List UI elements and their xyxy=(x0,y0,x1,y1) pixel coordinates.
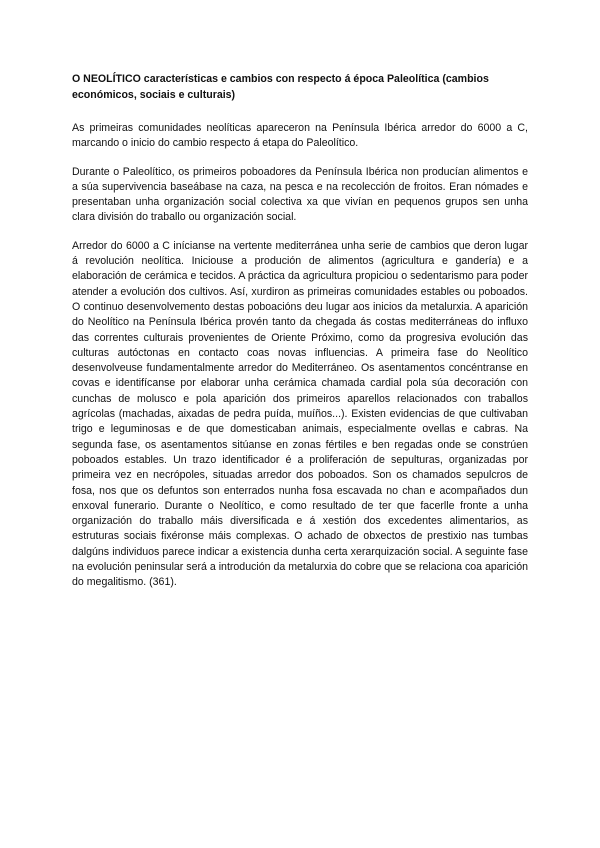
paragraph-paleolithic: Durante o Paleolítico, os primeiros poboadores da Península Ibérica non producían alimentos e a súa supervivencia baseábase na caza, na pesca e na recolección de froitos. Eran nómades e presentaban unha organización social colectiva xa que vivían en pequenos grupos sen unha clara división do traballo ou organización social. xyxy=(72,165,528,224)
paragraph-intro: As primeiras comunidades neolíticas apareceron na Península Ibérica arredor do 6000 a C, marcando o inicio do cambio respecto á etapa do Paleolítico. xyxy=(72,122,528,150)
document-title: O NEOLÍTICO características e cambios con respecto á época Paleolítica (cambios económicos, sociais e culturais) xyxy=(72,73,489,101)
paragraph-neolithic: Arredor do 6000 a C inícianse na vertente mediterránea unha serie de cambios que deron lugar á revolución neolítica. Iniciouse a produción de alimentos (agricultura e gandería) e a elaboración de cerámica e tecidos. A práctica da agricultura propiciou o sedentarismo para poder atender a evolución dos cultivos. Así, xurdiron as primeiras comunidades estables ou poboados. O continuo desenvolvemento destas poboacións deu lugar aos inicios da metalurxia. A aparición do Neolítico na Península Ibérica provén tanto da chegada ás costas mediterráneas do influxo das correntes culturais provenientes de Oriente Próximo, como da progresiva evolución das culturas autóctonas en contacto coas novas influencias. A primeira fase do Neolítico desenvolveuse fundamentalmente arredor do Mediterráneo. Os asentamentos concéntranse en covas e identifícanse por elaborar unha cerámica chamada cardial pola súa decoración con cunchas de molusco e pola aparición dos primeiros aparellos relacionados con traballos agrícolas (machadas, aixadas de pedra puída, muíños...). Existen evidencias de que cultivaban trigo e leguminosas e de que domesticaban animais, especialmente ovellas e cabras. Na segunda fase, os asentamentos sitúanse en zonas fértiles e ben regadas onde se constrúen poboados estables. Un trazo identificador é a proliferación de sepulturas, organizadas por primeira vez en necrópoles, situadas arredor dos poboados. Son os chamados sepulcros de fosa, nos que os defuntos son enterrados nunha fosa escavada no chan e acompañados dun enxoval funerario. Durante o Neolítico, e como resultado de ter que facerlle fronte a unha organización do traballo máis diversificada e á xestión dos excedentes alimentarios, as estruturas sociais fixéronse máis complexas. O achado de obxectos de prestixio nas tumbas dalgúns individuos parece indicar a existencia dunha certa xerarquización social. A seguinte fase na evolución peninsular será a introdución da metalurxia do cobre que se relaciona coa aparición do megalitismo. (361). xyxy=(72,239,528,589)
document-page xyxy=(72,72,528,604)
